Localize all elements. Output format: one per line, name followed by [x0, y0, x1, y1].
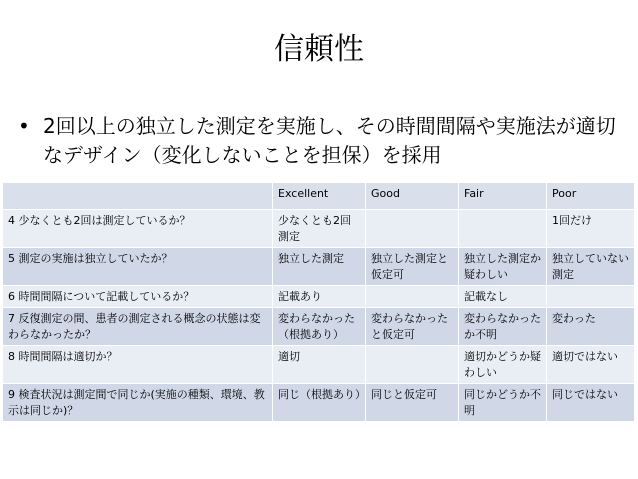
- table-row: [3, 248, 635, 286]
- fair-cell: 変わらなかったか不明: [459, 308, 547, 346]
- item-cell: 5 測定の実施は独立していたか？: [3, 248, 273, 286]
- criteria-table: [2, 182, 635, 422]
- fair-cell: 同じかどうか不明: [459, 384, 547, 422]
- good-cell: [366, 346, 459, 384]
- bullet-point: [18, 112, 628, 170]
- table-row: [3, 210, 635, 248]
- fair-cell: 適切かどうか疑わしい: [459, 346, 547, 384]
- table-row: [3, 346, 635, 384]
- good-cell: 同じと仮定可: [366, 384, 459, 422]
- slide-title: 信頼性: [274, 32, 364, 67]
- poor-cell: [547, 286, 635, 308]
- excellent-cell: 独立した測定: [273, 248, 366, 286]
- good-cell: 独立した測定と仮定可: [366, 248, 459, 286]
- poor-cell: 独立していない測定: [547, 248, 635, 286]
- excellent-cell: 少なくとも2回測定: [273, 210, 366, 248]
- header-excellent: Excellent: [273, 183, 366, 210]
- table-row: [3, 308, 635, 346]
- bullet-marker: •: [18, 114, 30, 138]
- table-row: [3, 384, 635, 422]
- good-cell: [366, 210, 459, 248]
- excellent-cell: 同じ（根拠あり）: [273, 384, 366, 422]
- item-cell: 9 検査状況は測定間で同じか(実施の種類、環境、教示は同じか)？: [3, 384, 273, 422]
- header-item: [3, 183, 273, 210]
- good-cell: 変わらなかったと仮定可: [366, 308, 459, 346]
- item-cell: 7 反復測定の間、患者の測定される概念の状態は変わらなかったか？: [3, 308, 273, 346]
- poor-cell: 1回だけ: [547, 210, 635, 248]
- fair-cell: [459, 210, 547, 248]
- excellent-cell: 記載あり: [273, 286, 366, 308]
- bullet-text: 2回以上の独立した測定を実施し、その時間間隔や実施法が適切なデザイン（変化しないことを担保）を採用: [43, 114, 616, 167]
- header-fair: Fair: [459, 183, 547, 210]
- table-header-row: [3, 183, 635, 210]
- header-poor: Poor: [547, 183, 635, 210]
- good-cell: [366, 286, 459, 308]
- poor-cell: 同じではない: [547, 384, 635, 422]
- excellent-cell: 適切: [273, 346, 366, 384]
- poor-cell: 適切ではない: [547, 346, 635, 384]
- header-good: Good: [366, 183, 459, 210]
- poor-cell: 変わった: [547, 308, 635, 346]
- item-cell: 8 時間間隔は適切か？: [3, 346, 273, 384]
- table-row: [3, 286, 635, 308]
- fair-cell: 独立した測定か疑わしい: [459, 248, 547, 286]
- excellent-cell: 変わらなかった（根拠あり）: [273, 308, 366, 346]
- item-cell: 4 少なくとも2回は測定しているか？: [3, 210, 273, 248]
- item-cell: 6 時間間隔について記載しているか？: [3, 286, 273, 308]
- fair-cell: 記載なし: [459, 286, 547, 308]
